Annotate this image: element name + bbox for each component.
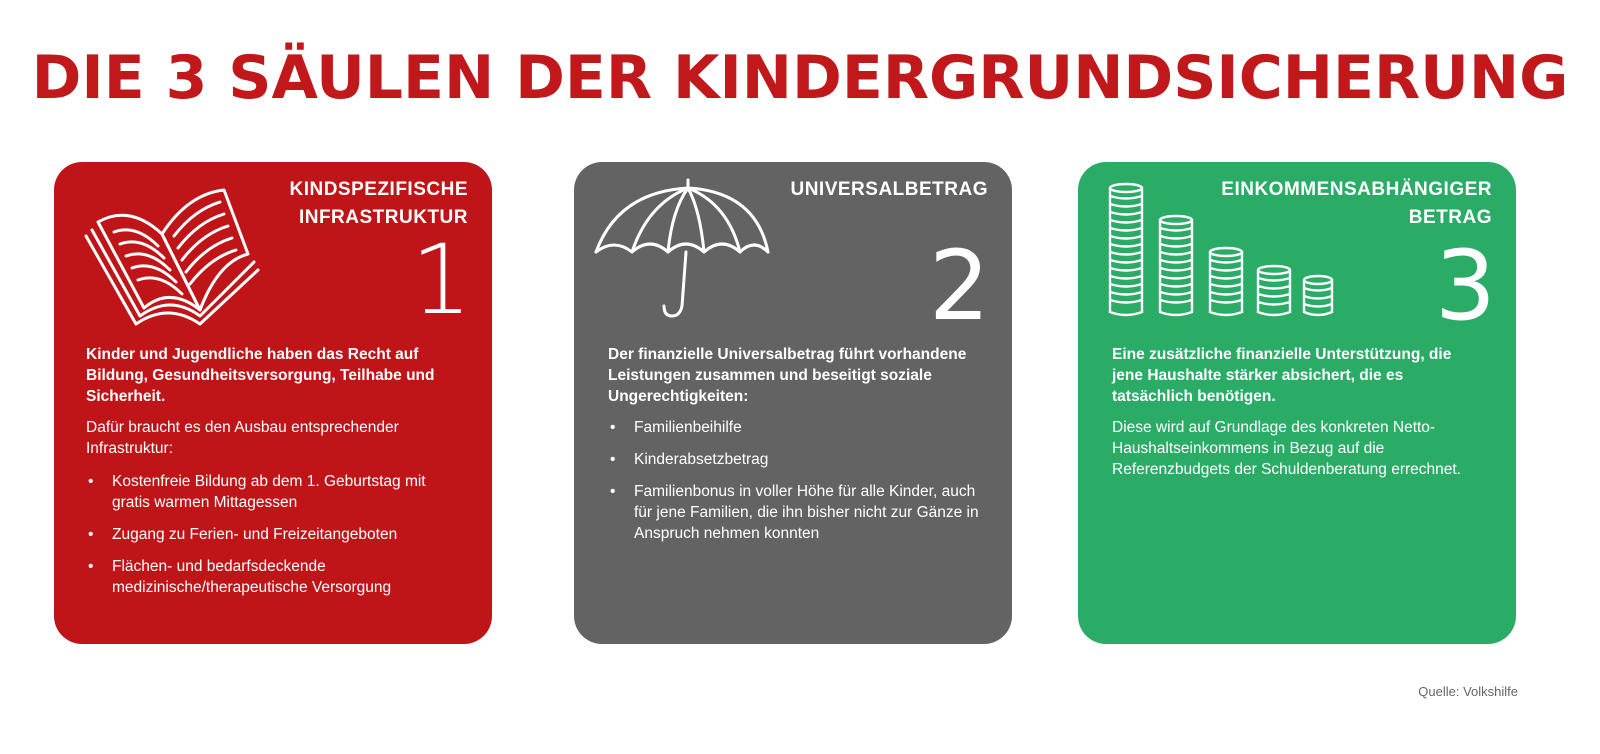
pillar-lead: Eine zusätzliche finanzielle Unterstützung, die jene Haushalte stärker absichert, die es tatsächlich benötigen.: [1112, 346, 1452, 405]
pillar-lead: Kinder und Jugendliche haben das Recht auf Bildung, Gesundheitsversorgung, Teilhabe und Sicherheit.: [86, 346, 435, 405]
list-item-text: Familienbonus in voller Höhe für alle Kinder, auch für jene Familien, die ihn bisher nicht zur Gänze in Anspruch nehmen konnten: [634, 483, 979, 542]
pillar-heading-line: KINDSPEZIFISCHE: [289, 179, 468, 200]
bullet-glyph: •: [610, 419, 616, 436]
pillar-card-infrastructure: [54, 162, 492, 644]
pillar-body: [1112, 344, 1486, 492]
bullet-glyph: •: [88, 558, 94, 575]
source-credit: Quelle: Volkshilfe: [1418, 684, 1518, 699]
coin-stack: [1110, 184, 1142, 315]
pillar-number: 2: [928, 230, 990, 342]
pillar-number: 1: [410, 224, 472, 336]
coin-stack: [1258, 266, 1290, 315]
coin-stack: [1304, 276, 1332, 315]
list-item: [86, 471, 462, 513]
list-item-text: Familienbeihilfe: [634, 419, 742, 436]
list-item-text: Zugang zu Ferien- und Freizeitangeboten: [112, 526, 398, 543]
coin-stack: [1160, 216, 1192, 315]
pillar-heading: [790, 176, 988, 204]
pillar-lead: Der finanzielle Universalbetrag führt vorhandene Leistungen zusammen und beseitigt soziale Ungerechtigkeiten:: [608, 346, 967, 405]
coin-stack: [1210, 248, 1242, 315]
list-item-text: Kostenfreie Bildung ab dem 1. Geburtstag mit gratis warmen Mittagessen: [112, 473, 426, 511]
pillar-heading-line: BETRAG: [1408, 207, 1492, 228]
pillar-heading-line: UNIVERSALBETRAG: [790, 179, 988, 200]
pillar-card-income-based-amount: [1078, 162, 1516, 644]
book-icon: [78, 174, 268, 334]
bullet-list: [86, 471, 462, 598]
list-item: [86, 524, 462, 545]
bullet-glyph: •: [88, 473, 94, 490]
pillar-card-universal-amount: [574, 162, 1012, 644]
list-item: [86, 556, 462, 598]
pillar-number: 3: [1434, 230, 1496, 342]
bullet-list: [608, 417, 982, 544]
list-item: [608, 417, 982, 438]
list-item: [608, 481, 982, 544]
list-item: [608, 449, 982, 470]
pillar-heading-line: INFRASTRUKTUR: [298, 207, 468, 228]
pillar-heading: [1221, 176, 1492, 232]
pillar-body: [86, 344, 462, 609]
bullet-glyph: •: [88, 526, 94, 543]
pillar-heading-line: EINKOMMENSABHÄNGIGER: [1221, 179, 1492, 200]
list-item-text: Flächen- und bedarfsdeckende medizinische/therapeutische Versorgung: [112, 558, 392, 596]
pillar-paragraph: Dafür braucht es den Ausbau entsprechender Infrastruktur:: [86, 419, 399, 457]
pillar-body: [608, 344, 982, 555]
pillar-paragraph: Diese wird auf Grundlage des konkreten Netto-Haushaltseinkommens in Bezug auf die Referenzbudgets der Schuldenberatung errechnet.: [1112, 419, 1461, 478]
bullet-glyph: •: [610, 483, 616, 500]
list-item-text: Kinderabsetzbetrag: [634, 451, 769, 468]
page-title: DIE 3 SÄULEN DER KINDERGRUNDSICHERUNG: [31, 43, 1569, 113]
umbrella-icon: [588, 174, 774, 324]
bullet-glyph: •: [610, 451, 616, 468]
